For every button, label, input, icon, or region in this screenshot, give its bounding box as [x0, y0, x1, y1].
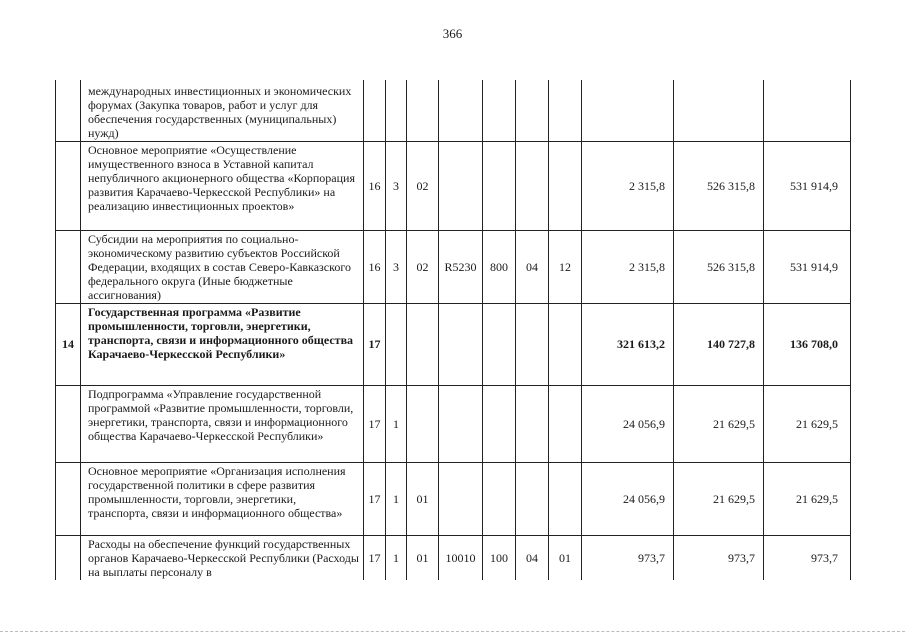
code-cell: 17: [364, 535, 386, 580]
row-description: Субсидии на мероприятия по социально-экономическому развитию субъектов Российской Федерации, входящих в состав Северо-Кавказского федерального округа (Иные бюджетные ассигнования): [81, 230, 364, 303]
code-cell: [483, 385, 516, 462]
row-description: Основное мероприятие «Осуществление имущественного взноса в Уставной капитал непубличного акционерного общества «Корпорация развития Карачаево-Черкесской Республики» на реализацию инвестиционных проектов»: [81, 141, 364, 230]
code-cell: [439, 80, 483, 141]
row-description: Расходы на обеспечение функций государственных органов Карачаево-Черкесской Республики (Расходы на выплаты персоналу в: [81, 535, 364, 580]
code-cell: 1: [386, 535, 407, 580]
code-cell: 12: [549, 230, 582, 303]
code-cell: [516, 141, 549, 230]
row-number: [56, 80, 81, 141]
amount-cell: 973,7: [674, 535, 764, 580]
code-cell: 17: [364, 462, 386, 535]
amount-cell: [674, 80, 764, 141]
page-number: 366: [442, 26, 463, 41]
amount-cell: 531 914,9: [764, 230, 851, 303]
row-number: [56, 462, 81, 535]
code-cell: [549, 462, 582, 535]
code-cell: [364, 80, 386, 141]
code-cell: [516, 80, 549, 141]
code-cell: [483, 303, 516, 385]
code-cell: 1: [386, 385, 407, 462]
row-number: [56, 230, 81, 303]
amount-cell: 136 708,0: [764, 303, 851, 385]
code-cell: [549, 385, 582, 462]
table-row: [56, 141, 851, 230]
amount-cell: 973,7: [764, 535, 851, 580]
code-cell: 10010: [439, 535, 483, 580]
amount-cell: 140 727,8: [674, 303, 764, 385]
row-description: Основное мероприятие «Организация исполнения государственной политики в сфере развития промышленности, торговли, энергетики, транспорта, связи и информационного общества»: [81, 462, 364, 535]
amount-cell: 24 056,9: [582, 462, 674, 535]
code-cell: [407, 385, 439, 462]
code-cell: 17: [364, 303, 386, 385]
code-cell: [386, 80, 407, 141]
amount-cell: 973,7: [582, 535, 674, 580]
code-cell: 3: [386, 141, 407, 230]
code-cell: [516, 462, 549, 535]
code-cell: 01: [407, 462, 439, 535]
code-cell: 3: [386, 230, 407, 303]
code-cell: 04: [516, 535, 549, 580]
amount-cell: 21 629,5: [674, 462, 764, 535]
code-cell: R5230: [439, 230, 483, 303]
amount-cell: 526 315,8: [674, 141, 764, 230]
amount-cell: 526 315,8: [674, 230, 764, 303]
code-cell: 16: [364, 230, 386, 303]
amount-cell: 21 629,5: [764, 385, 851, 462]
row-description: международных инвестиционных и экономических форумах (Закупка товаров, работ и услуг для обеспечения государственных (муниципальных) нужд): [81, 80, 364, 141]
code-cell: [439, 141, 483, 230]
table-row: [56, 535, 851, 580]
code-cell: [549, 141, 582, 230]
amount-cell: [582, 80, 674, 141]
budget-table: [55, 80, 851, 580]
table-row: [56, 385, 851, 462]
row-number: [56, 535, 81, 580]
table-row: [56, 230, 851, 303]
row-number: [56, 385, 81, 462]
row-number: [56, 141, 81, 230]
code-cell: 04: [516, 230, 549, 303]
amount-cell: 24 056,9: [582, 385, 674, 462]
row-number: 14: [56, 303, 81, 385]
code-cell: 02: [407, 141, 439, 230]
code-cell: [439, 385, 483, 462]
code-cell: 1: [386, 462, 407, 535]
row-description: Государственная программа «Развитие промышленности, торговли, энергетики, транспорта, связи и информационного общества Карачаево-Черкесской Республики»: [81, 303, 364, 385]
code-cell: [386, 303, 407, 385]
code-cell: [439, 462, 483, 535]
code-cell: 01: [407, 535, 439, 580]
amount-cell: [764, 80, 851, 141]
amount-cell: 2 315,8: [582, 230, 674, 303]
amount-cell: 21 629,5: [674, 385, 764, 462]
row-description: Подпрограмма «Управление государственной программой «Развитие промышленности, торговли, энергетики, транспорта, связи и информационного общества Карачаево-Черкесской Республики»: [81, 385, 364, 462]
scan-edge-line: [0, 631, 905, 632]
code-cell: [516, 303, 549, 385]
code-cell: [483, 141, 516, 230]
code-cell: [407, 80, 439, 141]
code-cell: [516, 385, 549, 462]
code-cell: 100: [483, 535, 516, 580]
code-cell: [483, 80, 516, 141]
code-cell: 16: [364, 141, 386, 230]
amount-cell: 2 315,8: [582, 141, 674, 230]
code-cell: [483, 462, 516, 535]
code-cell: 02: [407, 230, 439, 303]
code-cell: [549, 303, 582, 385]
amount-cell: 321 613,2: [582, 303, 674, 385]
amount-cell: 21 629,5: [764, 462, 851, 535]
table-row: [56, 303, 851, 385]
code-cell: [439, 303, 483, 385]
code-cell: 01: [549, 535, 582, 580]
amount-cell: 531 914,9: [764, 141, 851, 230]
table-row: [56, 462, 851, 535]
code-cell: 17: [364, 385, 386, 462]
code-cell: [407, 303, 439, 385]
table-row: [56, 80, 851, 141]
code-cell: 800: [483, 230, 516, 303]
code-cell: [549, 80, 582, 141]
